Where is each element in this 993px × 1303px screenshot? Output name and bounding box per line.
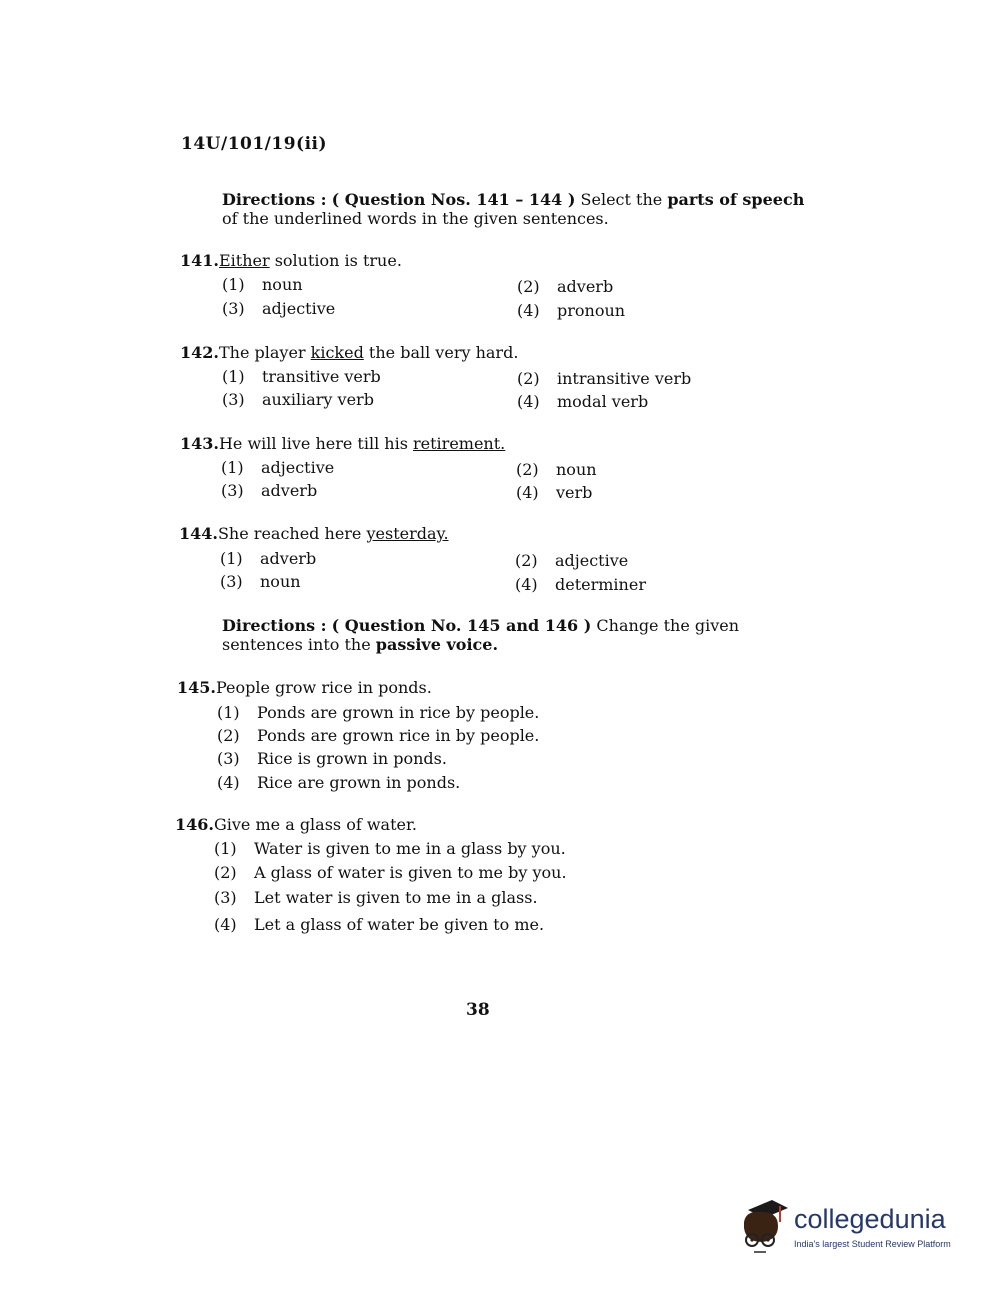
option-143-1: (1) adjective: [221, 458, 335, 477]
option-141-4: (4) pronoun: [517, 301, 626, 320]
directions-bold: passive voice.: [375, 635, 499, 654]
option-145-3: (3) Rice is grown in ponds.: [217, 749, 447, 768]
option-144-4: (4) determiner: [515, 575, 646, 594]
option-141-1: (1) noun: [222, 275, 303, 294]
underlined-word: yesterday.: [366, 524, 449, 543]
directions-parts-of-speech: [222, 190, 822, 228]
option-142-1: (1) transitive verb: [222, 367, 381, 386]
question-number: 142.: [180, 343, 219, 362]
question-pre: She reached here: [217, 524, 367, 543]
option-145-4: (4) Rice are grown in ponds.: [217, 773, 461, 792]
underlined-word: Either: [218, 251, 270, 270]
option-141-2: (2) adverb: [517, 277, 614, 296]
question-pre: The player: [218, 343, 311, 362]
directions-range: ( Question No. 145 and 146 ): [331, 616, 592, 635]
option-141-3: (3) adjective: [222, 299, 336, 318]
question-146: [175, 815, 417, 834]
option-142-3: (3) auxiliary verb: [222, 390, 374, 409]
option-145-1: (1) Ponds are grown in rice by people.: [217, 703, 540, 722]
underlined-word: kicked: [310, 343, 364, 362]
question-number: 141.: [180, 251, 219, 270]
directions-bold: parts of speech: [667, 190, 805, 209]
question-post: solution is true.: [269, 251, 402, 270]
underlined-word: retirement.: [413, 434, 506, 453]
option-143-3: (3) adverb: [221, 481, 318, 500]
question-142: [180, 343, 518, 362]
question-post: the ball very hard.: [363, 343, 519, 362]
option-143-4: (4) verb: [516, 483, 593, 502]
question-number: 146.: [175, 815, 214, 834]
directions-text-a: Change the given sentences into the: [222, 616, 740, 654]
mascot-icon: [736, 1196, 792, 1256]
option-143-2: (2) noun: [516, 460, 597, 479]
paper-code: 14U/101/19(ii): [181, 134, 328, 154]
page-number: 38: [466, 1000, 490, 1020]
logo-wordmark: collegedunia: [794, 1204, 946, 1234]
directions-text-b: of the underlined words in the given sentences.: [222, 209, 609, 228]
option-144-1: (1) adverb: [220, 549, 317, 568]
question-text: Give me a glass of water.: [213, 815, 417, 834]
option-146-4: (4) Let a glass of water be given to me.: [214, 915, 545, 934]
collegedunia-logo[interactable]: [736, 1196, 966, 1260]
option-144-2: (2) adjective: [515, 551, 629, 570]
directions-range: ( Question Nos. 141 – 144 ): [331, 190, 576, 209]
question-145: [177, 678, 432, 697]
question-text: People grow rice in ponds.: [215, 678, 432, 697]
question-141: [180, 251, 402, 270]
logo-tagline: India's largest Student Review Platform: [794, 1239, 951, 1249]
question-number: 144.: [179, 524, 218, 543]
question-number: 143.: [180, 434, 219, 453]
option-142-4: (4) modal verb: [517, 392, 649, 411]
option-145-2: (2) Ponds are grown rice in by people.: [217, 726, 540, 745]
option-146-3: (3) Let water is given to me in a glass.: [214, 888, 538, 907]
directions-passive-voice: [222, 616, 812, 654]
option-146-2: (2) A glass of water is given to me by you.: [214, 863, 567, 882]
question-pre: He will live here till his: [218, 434, 413, 453]
question-143: [180, 434, 505, 453]
option-142-2: (2) intransitive verb: [517, 369, 692, 388]
directions-text-a: Select the: [580, 190, 663, 209]
directions-label: Directions :: [222, 190, 327, 209]
question-number: 145.: [177, 678, 216, 697]
directions-label: Directions :: [222, 616, 327, 635]
question-144: [179, 524, 449, 543]
option-144-3: (3) noun: [220, 572, 301, 591]
option-146-1: (1) Water is given to me in a glass by you.: [214, 839, 566, 858]
